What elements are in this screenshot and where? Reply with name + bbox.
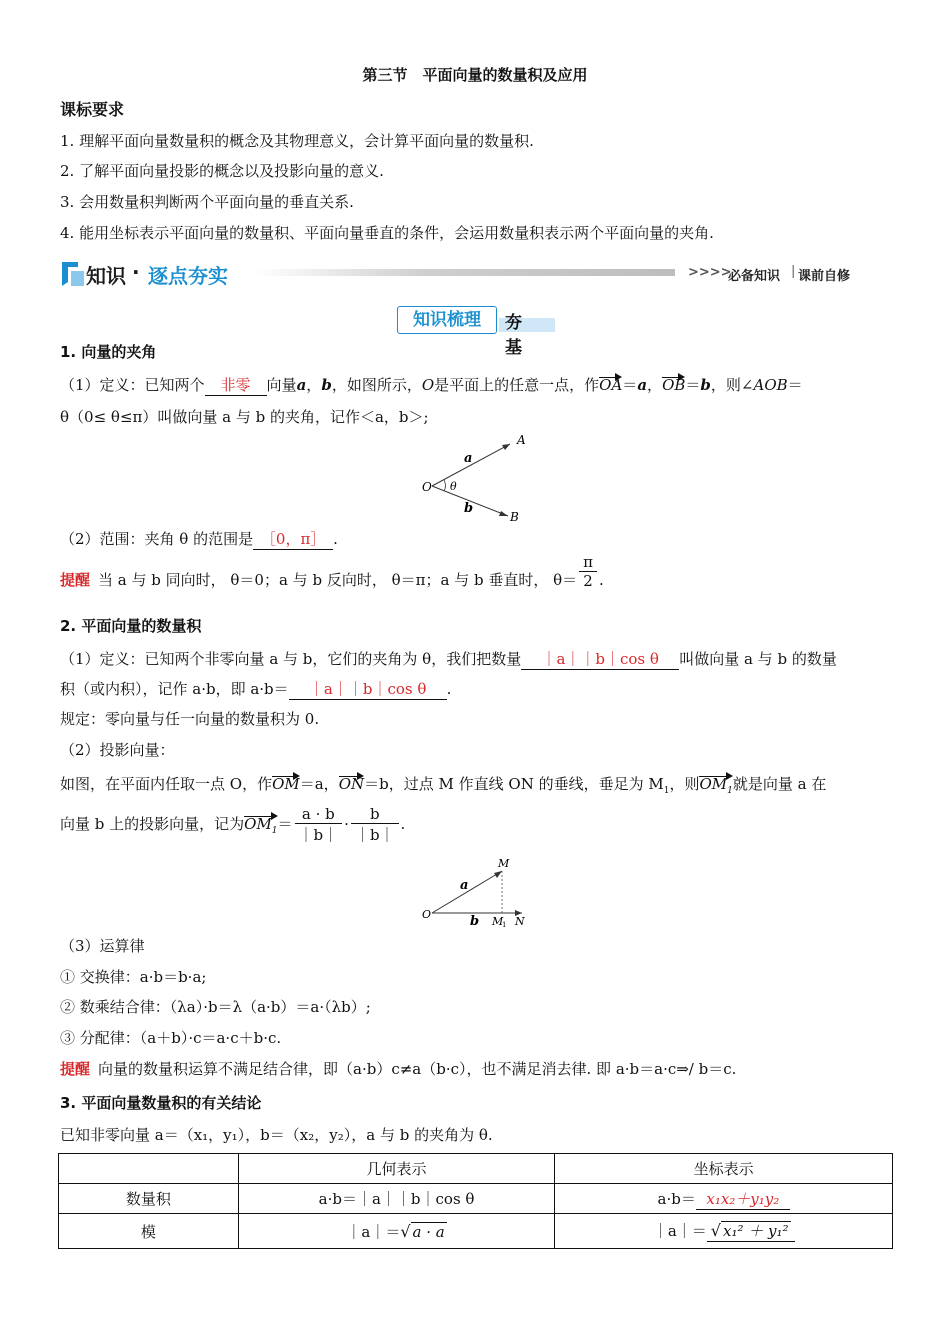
label-B: B [510, 510, 519, 524]
label-b: b [464, 501, 474, 516]
s2-projection-heading: （2）投影向量： [60, 741, 175, 759]
blank-nonzero: 非零 [205, 374, 267, 396]
results-table [58, 1153, 893, 1249]
table-row [59, 1214, 893, 1249]
table-cell: 模 [59, 1214, 239, 1249]
requirement-item: 1. 理解平面向量数量积的概念及其物理意义，会计算平面向量的数量积. [60, 132, 534, 150]
s1-tip: 提醒 当 a 与 b 同向时， θ＝0；a 与 b 反向时， θ＝π；a 与 b 垂直时， θ＝ $\frac{\pi}{2}$ . [60, 552, 604, 590]
table-cell: a·b＝｜a｜｜b｜cos θ [238, 1184, 555, 1214]
s2-definition-line2: 积（或内积），记作 a·b，即 a·b＝ ｜a｜｜b｜cos θ . [60, 680, 452, 698]
vector-on: ON [338, 775, 365, 793]
banner-separator: | [791, 264, 796, 279]
table-row [59, 1184, 893, 1214]
table-header: 几何表示 [238, 1154, 555, 1184]
page-title: 第三节 平面向量的数量积及应用 [362, 66, 588, 84]
badge-box: 知识梳理 [397, 306, 497, 334]
vector-om1: $OM_1$ [699, 775, 733, 796]
section1-heading: 1. 向量的夹角 [60, 343, 157, 361]
vector-ob: OB [662, 376, 686, 394]
label-theta: θ [450, 480, 457, 493]
table-cell: 数量积 [59, 1184, 239, 1214]
requirement-item: 2. 了解平面向量投影的概念以及投影向量的意义. [60, 162, 384, 180]
label-a: a [464, 451, 473, 466]
s1-range: （2）范围：夹角 θ 的范围是 ［0，π］ . [60, 530, 338, 548]
table-row [59, 1154, 893, 1184]
label-b2: b [470, 914, 480, 929]
s2-projection-text2: 向量 b 上的投影向量，记为$OM_1=$ $\frac{a \cdot b}{|b|}$ · $\frac{b}{|b|}$ . [60, 805, 406, 844]
banner-dot: · [132, 260, 140, 284]
label-O2: O [422, 908, 432, 921]
table-header [59, 1154, 239, 1184]
vector-oa: OA [599, 376, 623, 394]
s2-law-distributive: ③ 分配律：（a＋b）·c＝a·c＋b·c. [60, 1029, 282, 1047]
label-M: M [498, 857, 510, 870]
angle-figure [418, 428, 538, 528]
banner-corner-icon [60, 258, 86, 288]
label-a2: a [460, 878, 469, 893]
label-M1: M [492, 915, 504, 928]
label-O: O [422, 480, 432, 494]
projection-figure [418, 855, 538, 933]
vector-om1-proj: $OM_1$ [244, 815, 278, 836]
banner-essential: 必备知识 [728, 269, 781, 284]
banner-label-knowledge: 知识 [86, 264, 126, 288]
blank-range: ［0，π］ [253, 528, 333, 550]
requirements-heading: 课标要求 [60, 100, 125, 119]
s2-rule: 规定：零向量与任一向量的数量积为 0. [60, 710, 320, 728]
table-cell: a·b＝ x₁x₂＋y₁y₂ [555, 1184, 893, 1214]
s2-projection-text1: 如图，在平面内任取一点 O，作OM＝a，ON＝b，过点 M 作直线 ON 的垂线，垂足为 $M_1$，则$OM_1$就是向量 a 在 [60, 775, 827, 796]
s1-definition-line2: θ（0≤ θ≤π）叫做向量 a 与 b 的夹角，记作＜a，b＞; [60, 408, 429, 426]
s2-definition-line1: （1）定义：已知两个非零向量 a 与 b，它们的夹角为 θ，我们把数量 ｜a｜｜b｜cos θ 叫做向量 a 与 b 的数量 [60, 650, 837, 668]
blank-product1: ｜a｜｜b｜cos θ [521, 648, 679, 670]
section2-heading: 2. 平面向量的数量积 [60, 617, 202, 635]
tip-label: 提醒 [60, 1060, 91, 1078]
banner-arrows: >>>> [688, 265, 732, 280]
banner-preview: 课前自修 [798, 269, 851, 284]
section-banner [60, 258, 894, 288]
table-header: 坐标表示 [555, 1154, 893, 1184]
table-cell: ｜a｜＝ √ x₁² ＋ y₁² [555, 1214, 893, 1249]
s2-law-scalar: ② 数乘结合律：（λa）·b＝λ（a·b）＝a·（λb）; [60, 998, 371, 1016]
blank-coord-modulus: x₁² ＋ y₁² [722, 1222, 789, 1240]
label-N: N [515, 915, 525, 928]
section3-heading: 3. 平面向量数量积的有关结论 [60, 1094, 262, 1112]
badge-after: 夯基 [505, 313, 522, 358]
requirement-item: 3. 会用数量积判断两个平面向量的垂直关系. [60, 193, 354, 211]
s2-tip: 提醒 向量的数量积运算不满足结合律，即（a·b）c≠a（b·c），也不满足消去律. 即 a·b＝a·c⇒/ b＝c. [60, 1060, 737, 1078]
s3-intro: 已知非零向量 a＝（x₁，y₁），b＝（x₂，y₂），a 与 b 的夹角为 θ. [60, 1126, 493, 1144]
blank-product2: ｜a｜｜b｜cos θ [289, 678, 447, 700]
blank-coord-product: x₁x₂＋y₁y₂ [696, 1188, 790, 1210]
banner-stripe [255, 269, 675, 276]
table-cell: ｜a｜＝√ a · a [238, 1214, 555, 1249]
s2-ops-heading: （3）运算律 [60, 937, 145, 955]
label-M1-sub: 1 [502, 921, 507, 929]
label-A: A [517, 433, 526, 447]
s2-law-commutative: ① 交换律：a·b＝b·a; [60, 968, 207, 986]
tip-label: 提醒 [60, 571, 91, 589]
requirement-item: 4. 能用坐标表示平面向量的数量积、平面向量垂直的条件，会运用数量积表示两个平面向量的夹角. [60, 224, 714, 242]
vector-om: OM [272, 775, 300, 793]
s1-definition-line1: （1）定义：已知两个 非零 向量a，b，如图所示，O是平面上的任意一点，作OA＝a，OB＝b，则∠AOB＝ [60, 376, 803, 394]
banner-label-consolidate: 逐点夯实 [148, 264, 228, 288]
